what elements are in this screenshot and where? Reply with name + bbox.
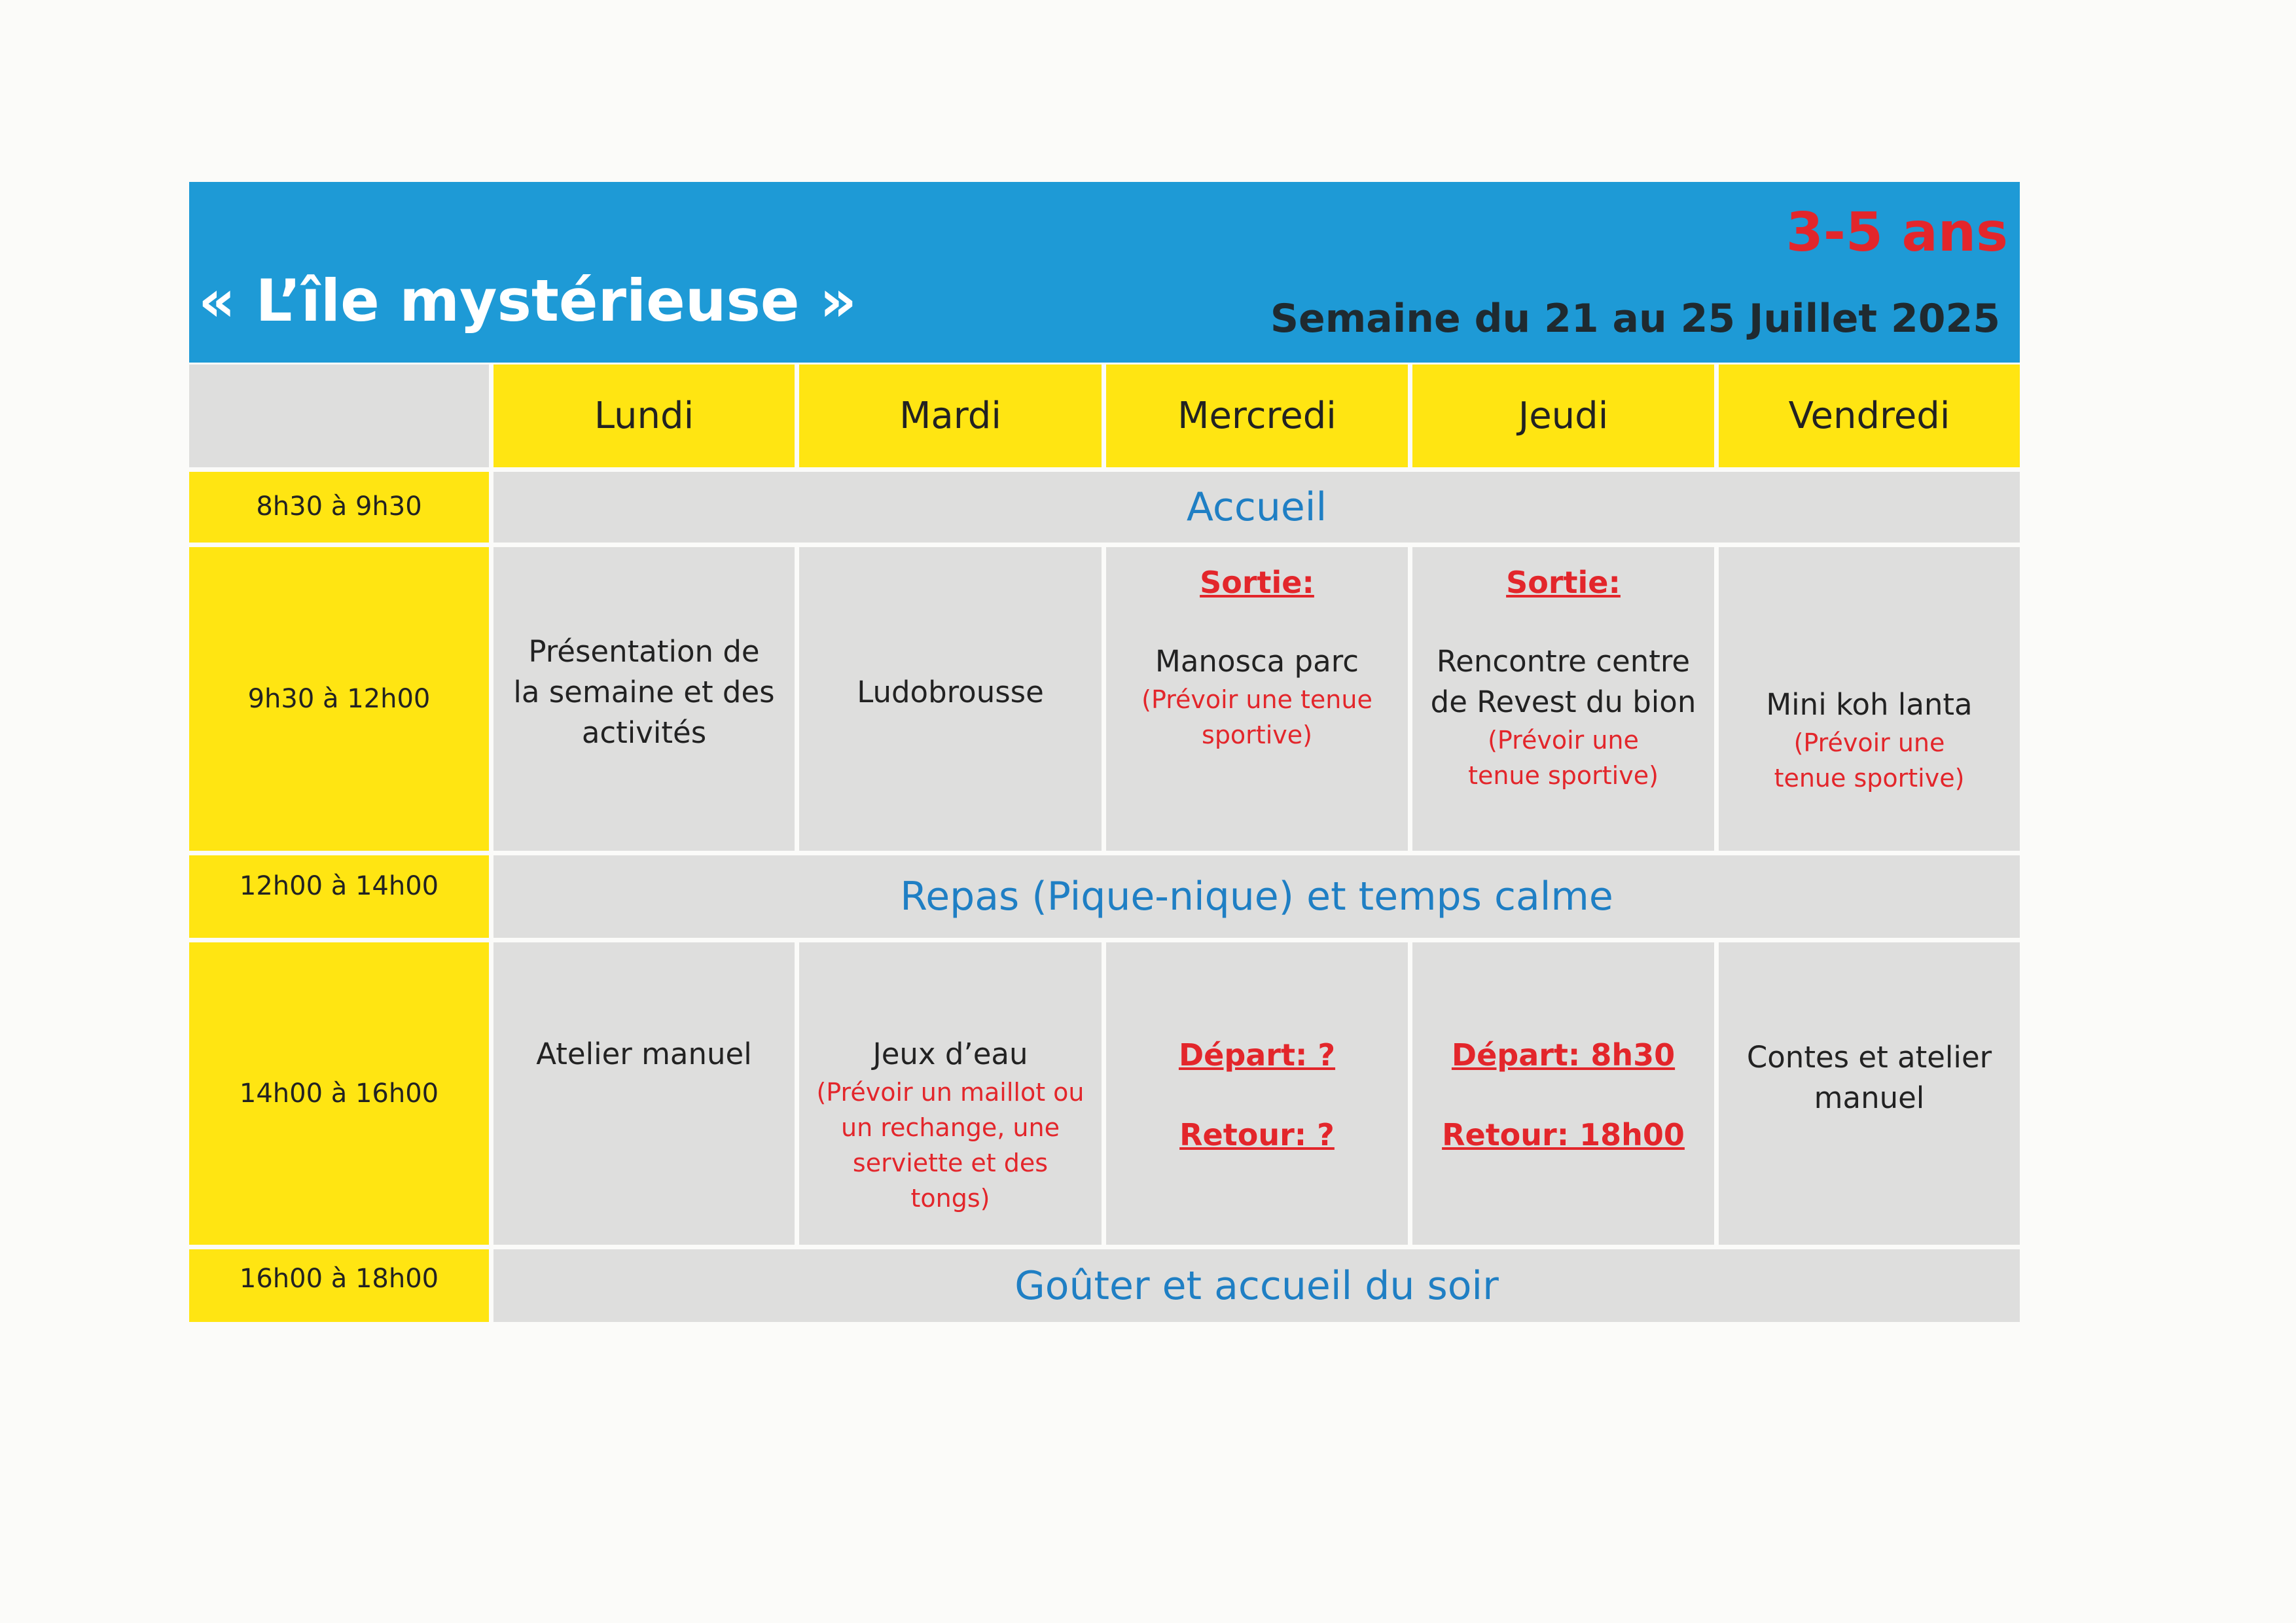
activity-text: Contes et atelier manuel <box>1746 1040 1992 1115</box>
activity-vendredi-morning <box>1719 547 2020 851</box>
time-slot-4: 14h00 à 16h00 <box>189 942 489 1245</box>
departure-time: Départ: 8h30 <box>1451 1037 1676 1073</box>
day-header-vendredi: Vendredi <box>1719 365 2020 467</box>
activity-mardi-afternoon <box>799 942 1102 1245</box>
departure-time: Départ: ? <box>1178 1037 1336 1073</box>
header-banner <box>189 182 2020 363</box>
activity-text: Ludobrousse <box>857 675 1044 709</box>
time-slot-5: 16h00 à 18h00 <box>189 1249 489 1322</box>
time-slot-1: 8h30 à 9h30 <box>189 472 489 543</box>
day-header-mercredi: Mercredi <box>1106 365 1408 467</box>
day-header-lundi: Lundi <box>493 365 795 467</box>
age-group-label: 3-5 ans <box>1785 202 2008 264</box>
activity-text: Jeux d’eau <box>872 1037 1028 1071</box>
activity-text: Mini koh lanta <box>1766 687 1973 722</box>
time-slot-2: 9h30 à 12h00 <box>189 547 489 851</box>
week-label: Semaine du 21 au 25 Juillet 2025 <box>1270 296 2000 342</box>
activity-mercredi-afternoon <box>1106 942 1408 1245</box>
outing-label: Sortie: <box>1200 565 1314 600</box>
activity-text: Présentation de la semaine et des activités <box>513 634 775 750</box>
activity-vendredi-afternoon <box>1719 942 2020 1245</box>
activity-jeudi-morning <box>1412 547 1714 851</box>
day-header-jeudi: Jeudi <box>1412 365 1714 467</box>
day-header-mardi: Mardi <box>799 365 1102 467</box>
corner-cell <box>189 365 489 467</box>
activity-text: Rencontre centre de Revest du bion <box>1430 644 1696 719</box>
activity-accueil: Accueil <box>493 472 2020 543</box>
return-time: Retour: 18h00 <box>1442 1117 1685 1152</box>
activity-repas: Repas (Pique-nique) et temps calme <box>493 855 2020 938</box>
activity-mercredi-morning <box>1106 547 1408 851</box>
activity-lundi-afternoon <box>493 942 795 1245</box>
activity-text: Manosca parc <box>1155 644 1359 679</box>
activity-note: (Prévoir un maillot ou un rechange, une serviette et des tongs) <box>816 1078 1085 1213</box>
return-time: Retour: ? <box>1179 1117 1335 1152</box>
activity-lundi-morning <box>493 547 795 851</box>
activity-mardi-morning <box>799 547 1102 851</box>
activity-note: (Prévoir une tenue sportive) <box>1774 728 1965 793</box>
activity-text: Atelier manuel <box>536 1037 752 1071</box>
activity-note: (Prévoir une tenue sportive) <box>1141 685 1372 749</box>
outing-label: Sortie: <box>1506 565 1621 600</box>
activity-note: (Prévoir une tenue sportive) <box>1468 726 1659 790</box>
time-slot-3: 12h00 à 14h00 <box>189 855 489 938</box>
activity-jeudi-afternoon <box>1412 942 1714 1245</box>
page-title: « L’île mystérieuse » <box>198 267 857 334</box>
activity-gouter: Goûter et accueil du soir <box>493 1249 2020 1322</box>
